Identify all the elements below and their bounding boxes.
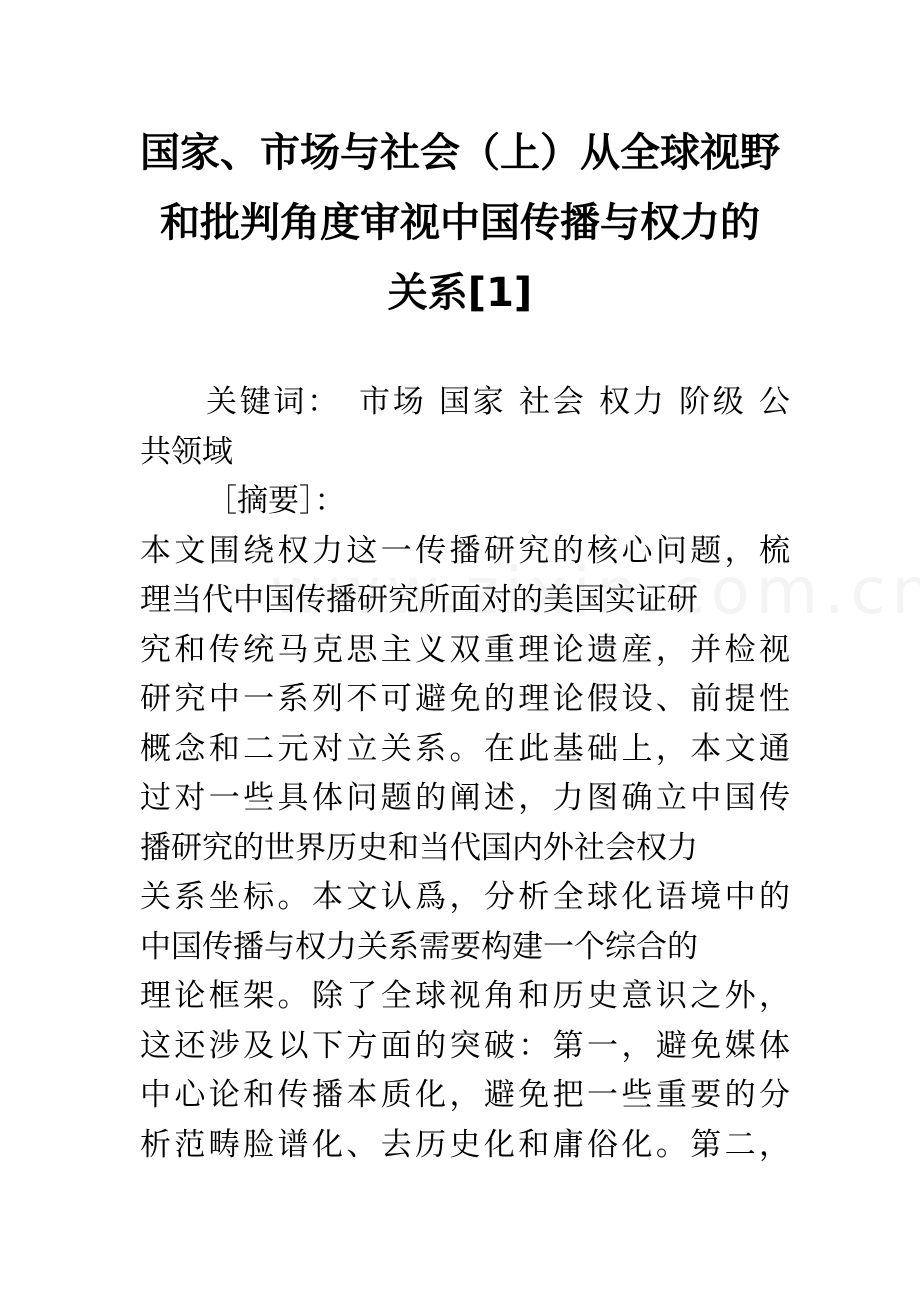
abstract-line: 概念和二元对立关系。在此基础上，本文通	[140, 730, 790, 767]
abstract-line: 本文围绕权力这一传播研究的核心问题，梳	[140, 532, 790, 569]
abstract-line: 析范畴脸谱化、去历史化和庸俗化。第二，	[140, 1126, 790, 1163]
document-title	[120, 118, 800, 328]
abstract-line: 关系坐标。本文认爲，分析全球化语境中的	[140, 879, 790, 915]
document-body	[140, 378, 790, 1170]
keywords-line: 共领域	[140, 433, 233, 470]
abstract-line: 研究中一系列不可避免的理论假设、前提性	[140, 681, 790, 717]
title-line: 关系[1]	[387, 270, 533, 316]
keywords-line: 关键词： 市场 国家 社会 权力 阶级 公	[206, 384, 790, 420]
abstract-line: 这还涉及以下方面的突破：第一，避免媒体	[140, 1027, 790, 1064]
abstract-line: 过对一些具体问题的阐述，力图确立中国传	[140, 780, 790, 816]
abstract-line: 中国传播与权力关系需要构建一个综合的	[140, 928, 698, 965]
abstract-line: 播研究的世界历史和当代国内外社会权力	[140, 829, 698, 866]
abstract-line: 理当代中国传播研究所面对的美国实证研	[140, 582, 698, 618]
abstract-line: 理论框架。除了全球视角和历史意识之外，	[140, 978, 790, 1014]
abstract-line: 中心论和传播本质化，避免把一些重要的分	[140, 1077, 790, 1113]
abstract-line: 究和传统马克思主义双重理论遗産，并检视	[140, 631, 790, 668]
title-line: 和批判角度审视中国传播与权力的	[160, 200, 760, 246]
abstract-label: ［摘要］：	[206, 483, 346, 519]
title-line: 国家、市场与社会（上）从全球视野	[140, 130, 780, 176]
